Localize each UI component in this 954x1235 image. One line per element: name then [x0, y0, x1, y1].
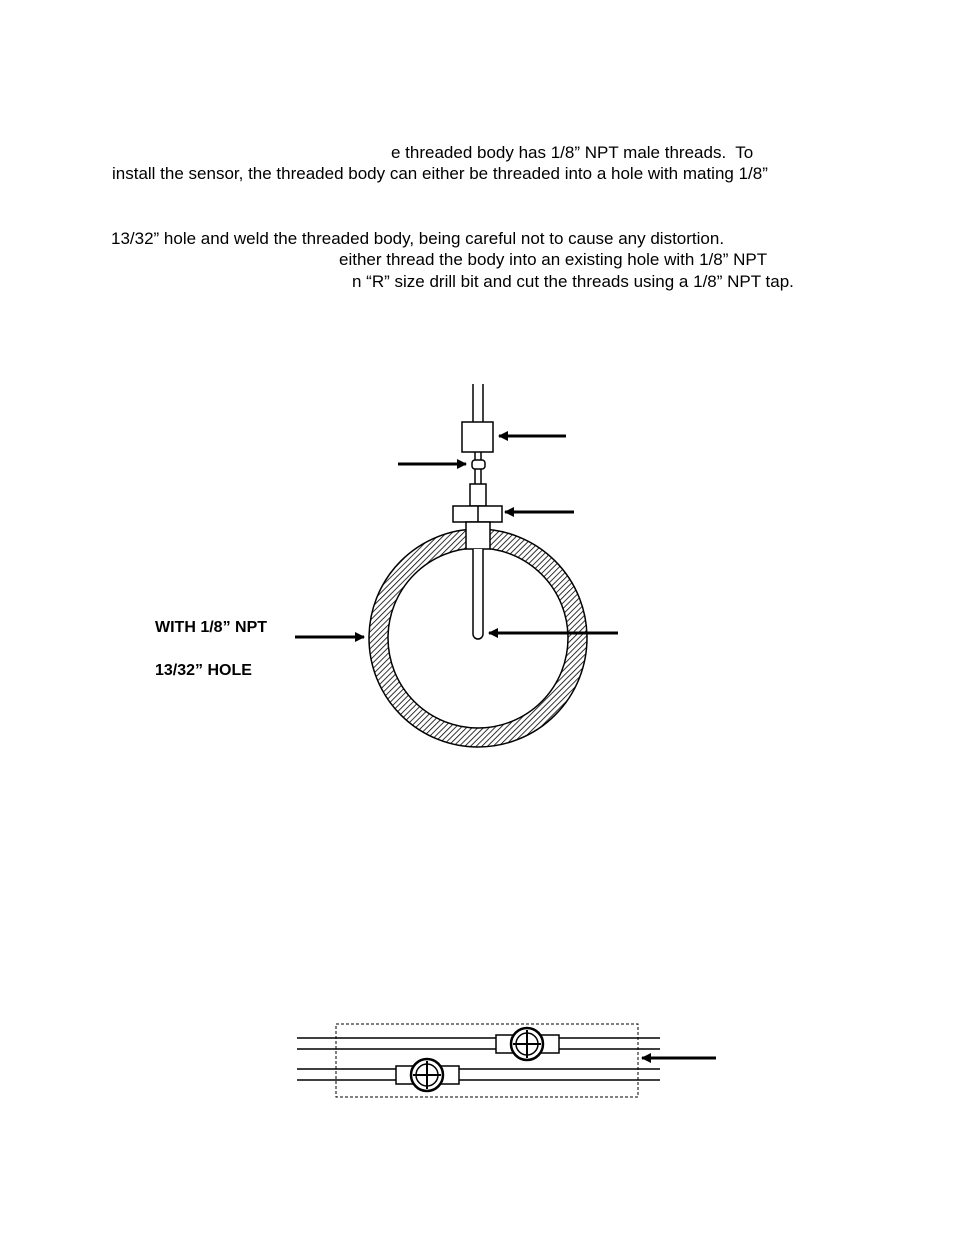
hex-body	[453, 506, 502, 522]
text-line-3: 13/32” hole and weld the threaded body, being careful not to cause any distortion.	[111, 229, 725, 248]
text-line-1: e threaded body has 1/8” NPT male threads. To	[391, 143, 754, 162]
upper-sensor-fitting	[496, 1028, 559, 1060]
dashed-enclosure	[336, 1024, 638, 1097]
text-line-5: n “R” size drill bit and cut the threads using a 1/8” NPT tap.	[352, 272, 794, 291]
label-with-npt: WITH 1/8” NPT	[155, 619, 268, 636]
pipe-run-upper	[297, 1038, 660, 1049]
text-line-2: install the sensor, the threaded body can either be threaded into a hole with mating 1/8”	[112, 164, 768, 183]
text-line-4: either thread the body into an existing hole with 1/8” NPT	[339, 250, 768, 269]
pipe-run-lower	[297, 1069, 660, 1080]
sensor-probe	[473, 549, 483, 639]
threaded-body	[466, 522, 490, 549]
body-neck	[470, 484, 486, 506]
compression-nut	[462, 422, 493, 452]
label-hole: 13/32” HOLE	[155, 662, 252, 679]
sensor-cable	[473, 384, 483, 422]
ferrule	[472, 460, 485, 469]
lower-sensor-fitting	[396, 1059, 459, 1091]
